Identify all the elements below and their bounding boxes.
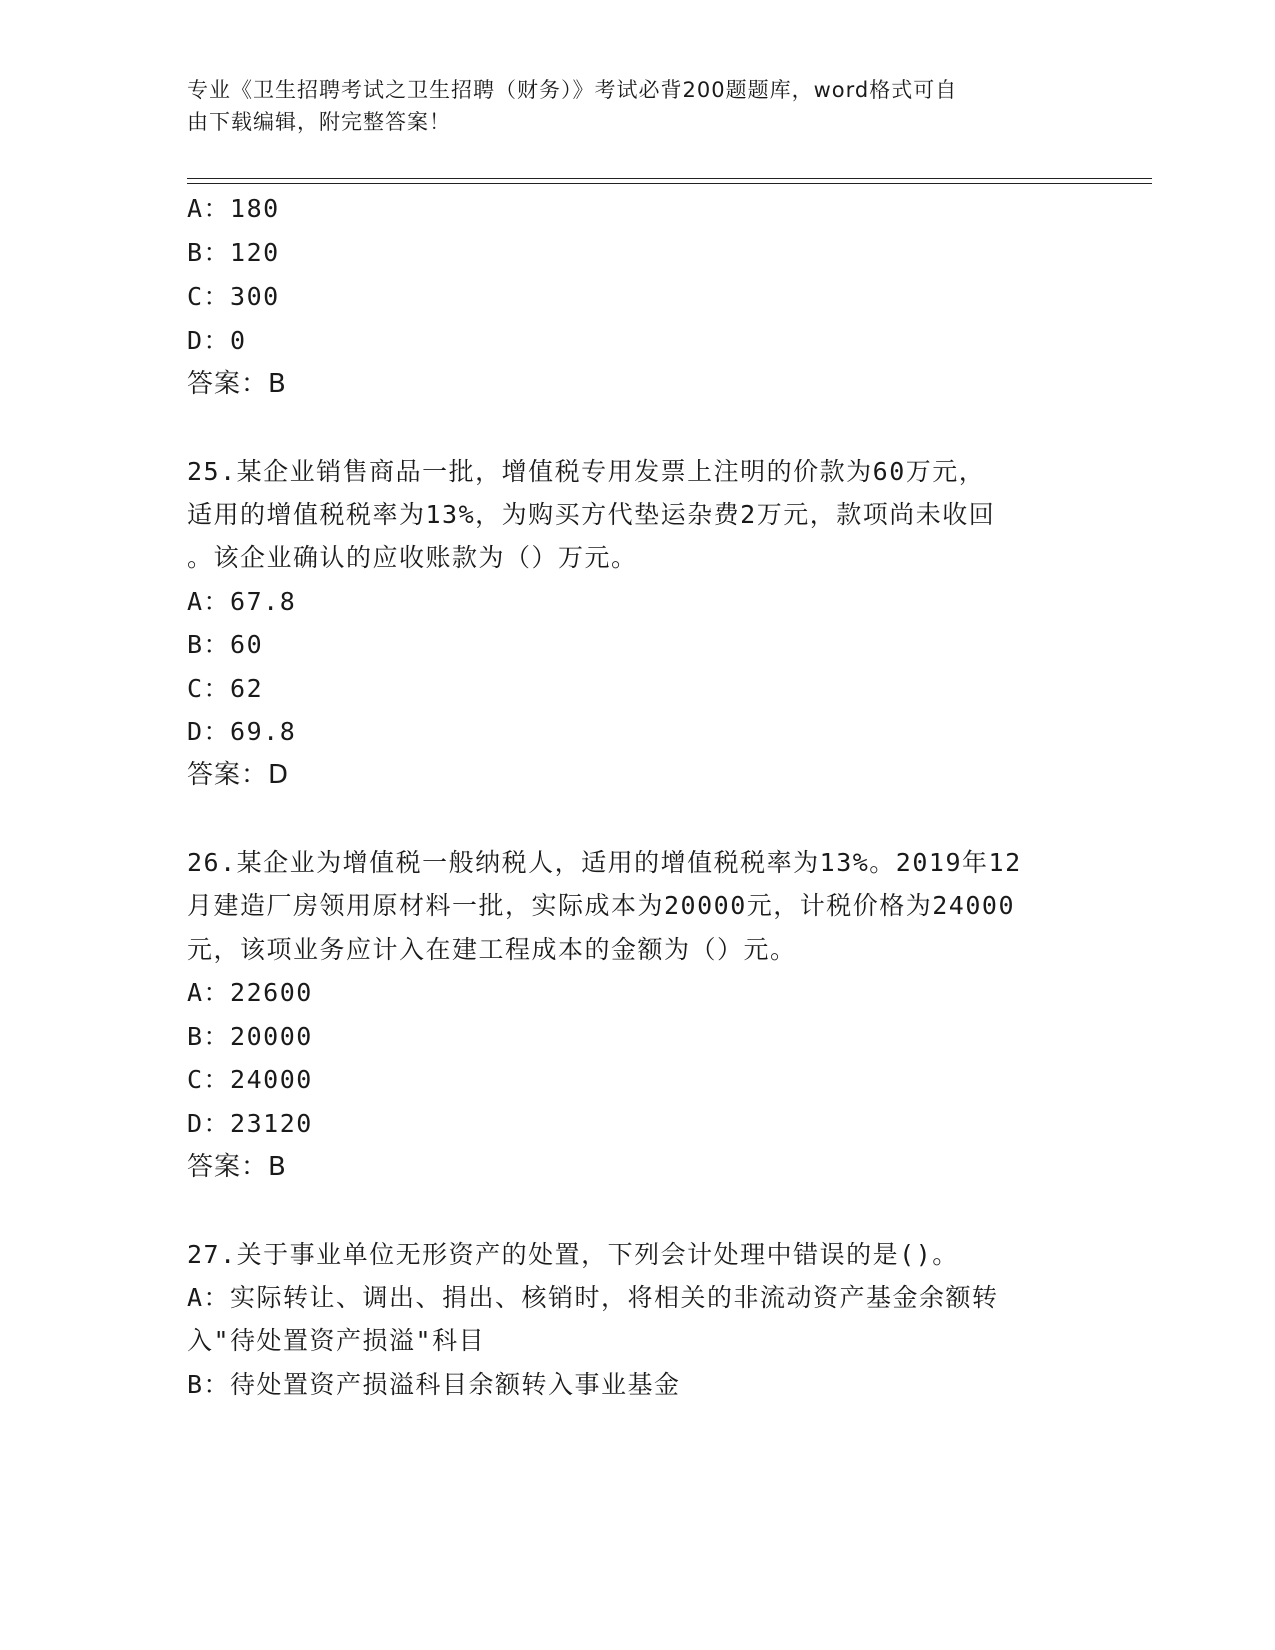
header-line-2: 由下载编辑，附完整答案！ <box>187 110 451 134</box>
q26-answer: 答案：B <box>187 1152 287 1182</box>
header-divider-top <box>187 178 1152 179</box>
header-divider-bottom <box>187 183 1152 184</box>
q27-stem-line-1: 27.关于事业单位无形资产的处置，下列会计处理中错误的是()。 <box>187 1240 959 1269</box>
q27-option-a-line-2: 入"待处置资产损溢"科目 <box>187 1326 486 1355</box>
document-header <box>187 74 1067 138</box>
q26-option-a: A：22600 <box>187 978 313 1007</box>
q25-option-d: D：69.8 <box>187 717 297 746</box>
q27-option-b: B：待处置资产损溢科目余额转入事业基金 <box>187 1370 681 1399</box>
q24-option-b: B：120 <box>187 238 280 267</box>
q25-stem-line-2: 适用的增值税税率为13%，为购买方代垫运杂费2万元，款项尚未收回 <box>187 500 996 529</box>
q25-option-b: B：60 <box>187 630 264 659</box>
q25-answer: 答案：D <box>187 760 290 790</box>
q25-stem-line-1: 25.某企业销售商品一批，增值税专用发票上注明的价款为60万元， <box>187 457 986 486</box>
q26-option-d: D：23120 <box>187 1109 313 1138</box>
q24-option-a: A：180 <box>187 194 280 223</box>
q26-option-b: B：20000 <box>187 1022 313 1051</box>
q24-option-d: D：0 <box>187 326 247 355</box>
q26-stem-line-3: 元，该项业务应计入在建工程成本的金额为（）元。 <box>187 935 797 964</box>
q24-option-c: C：300 <box>187 282 280 311</box>
q25-stem-line-3: 。该企业确认的应收账款为（）万元。 <box>187 543 638 572</box>
q26-stem-line-1: 26.某企业为增值税一般纳税人，适用的增值税税率为13%。2019年12 <box>187 848 1022 877</box>
q26-stem-line-2: 月建造厂房领用原材料一批，实际成本为20000元，计税价格为24000 <box>187 891 1016 920</box>
q25-option-a: A：67.8 <box>187 587 297 616</box>
q25-option-c: C：62 <box>187 674 264 703</box>
header-line-1: 专业《卫生招聘考试之卫生招聘（财务）》考试必背200题题库，word格式可自 <box>187 78 958 102</box>
q27-option-a-line-1: A：实际转让、调出、捐出、核销时，将相关的非流动资产基金余额转 <box>187 1283 999 1312</box>
q24-answer: 答案：B <box>187 369 287 399</box>
q26-option-c: C：24000 <box>187 1065 313 1094</box>
